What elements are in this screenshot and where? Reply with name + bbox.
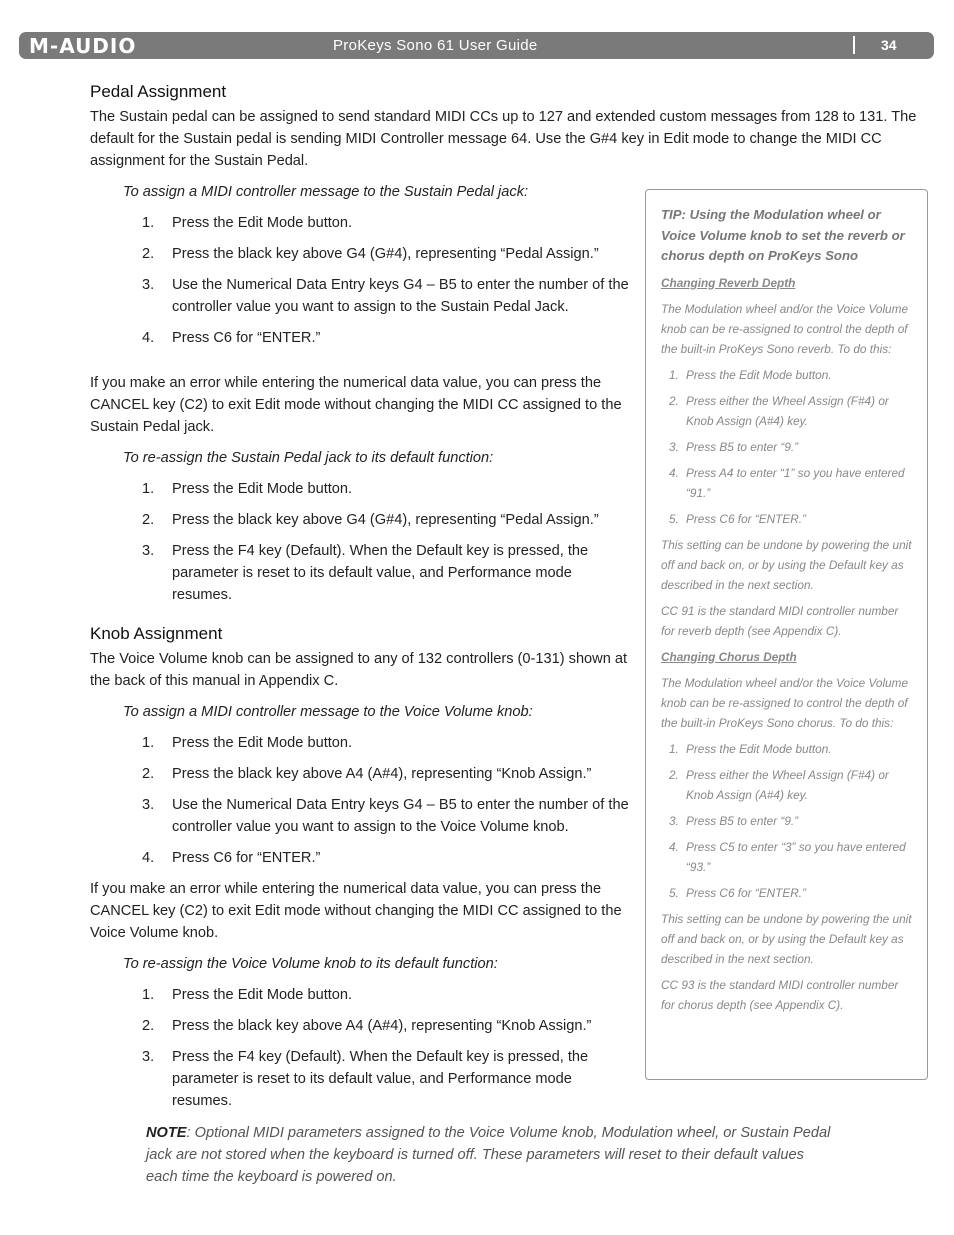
- reverb-steps: [661, 365, 912, 529]
- knob-intro-reset: To re-assign the Voice Volume knob to its default function:: [123, 956, 498, 972]
- chorus-heading: Changing Chorus Depth: [661, 649, 797, 664]
- chorus-steps: [661, 739, 912, 903]
- pedal-steps-column: [90, 172, 630, 615]
- list-item: 1. Press the Edit Mode button.: [669, 367, 832, 382]
- list-item: 4. Press C6 for “ENTER.”: [142, 850, 321, 866]
- reverb-cc: CC 91 is the standard MIDI controller number for reverb depth (see Appendix C).: [661, 603, 899, 638]
- list-item: 5. Press C6 for “ENTER.”: [669, 885, 806, 900]
- list-item: 1. Press the Edit Mode button.: [142, 735, 353, 751]
- reverb-intro: The Modulation wheel and/or the Voice Volume knob can be re-assigned to control the depth of the built-in ProKeys Sono reverb. To do this:: [661, 301, 909, 356]
- list-item: 2. Press the black key above G4 (G#4), representing “Pedal Assign.”: [142, 246, 599, 262]
- guide-title: ProKeys Sono 61 User Guide: [333, 37, 538, 54]
- note-label: NOTE: [146, 1125, 187, 1141]
- tip-sidebar: [645, 189, 928, 1080]
- list-item: 1. Press the Edit Mode button.: [142, 987, 353, 1003]
- pedal-reset-steps: [90, 478, 630, 606]
- list-item: 2. Press the black key above A4 (A#4), representing “Knob Assign.”: [142, 766, 592, 782]
- list-item: 5. Press C6 for “ENTER.”: [669, 511, 806, 526]
- pedal-assignment-section: [90, 82, 920, 172]
- note-paragraph: [146, 1122, 836, 1188]
- m-audio-logo: M-AUDIO: [29, 34, 137, 58]
- knob-assignment-heading: Knob Assignment: [90, 624, 223, 643]
- list-item: 1. Press the Edit Mode button.: [142, 481, 353, 497]
- list-item: 2. Press either the Wheel Assign (F#4) or Knob Assign (A#4) key.: [669, 767, 889, 802]
- knob-assign-steps: [90, 732, 630, 869]
- header-divider: [853, 36, 855, 54]
- list-item: 4. Press C5 to enter “3” so you have entered “93.”: [669, 839, 906, 874]
- pedal-assignment-heading: Pedal Assignment: [90, 82, 227, 101]
- page-number: 34: [881, 37, 897, 53]
- page-header: [19, 32, 934, 59]
- knob-intro-assign: To assign a MIDI controller message to the Voice Volume knob:: [123, 704, 533, 720]
- list-item: 4. Press C6 for “ENTER.”: [142, 330, 321, 346]
- pedal-assign-steps: [90, 212, 630, 349]
- chorus-intro: The Modulation wheel and/or the Voice Volume knob can be re-assigned to control the depth of the built-in ProKeys Sono chorus. To do this:: [661, 675, 909, 730]
- list-item: 3. Press the F4 key (Default). When the Default key is pressed, the parameter is reset to its default value, and Performance mode resumes.: [142, 543, 589, 603]
- pedal-intro-assign: To assign a MIDI controller message to the Sustain Pedal jack:: [123, 184, 529, 200]
- knob-assignment-body: The Voice Volume knob can be assigned to any of 132 controllers (0-131) shown at the back of this manual in Appendix C.: [90, 651, 628, 689]
- list-item: 3. Use the Numerical Data Entry keys G4 – B5 to enter the number of the controller value you want to assign to the Sustain Pedal Jack.: [142, 277, 629, 315]
- knob-error-paragraph: If you make an error while entering the numerical data value, you can press the CANCEL key (C2) to exit Edit mode without changing the MIDI CC assigned to the Voice Volume knob.: [90, 881, 622, 941]
- list-item: 2. Press the black key above G4 (G#4), representing “Pedal Assign.”: [142, 512, 599, 528]
- list-item: 3. Press B5 to enter “9.”: [669, 439, 799, 454]
- knob-assignment-section: [90, 624, 630, 1121]
- pedal-error-paragraph: If you make an error while entering the numerical data value, you can press the CANCEL key (C2) to exit Edit mode without changing the MIDI CC assigned to the Sustain Pedal jack.: [90, 375, 622, 435]
- list-item: 4. Press A4 to enter “1” so you have entered “91.”: [669, 465, 905, 500]
- pedal-intro-reset: To re-assign the Sustain Pedal jack to its default function:: [123, 450, 494, 466]
- chorus-cc: CC 93 is the standard MIDI controller number for chorus depth (see Appendix C).: [661, 977, 899, 1012]
- list-item: 1. Press the Edit Mode button.: [142, 215, 353, 231]
- list-item: 2. Press the black key above A4 (A#4), representing “Knob Assign.”: [142, 1018, 592, 1034]
- list-item: 3. Press the F4 key (Default). When the Default key is pressed, the parameter is reset to its default value, and Performance mode resumes.: [142, 1049, 589, 1109]
- pedal-assignment-body: The Sustain pedal can be assigned to send standard MIDI CCs up to 127 and extended custom messages from 128 to 131. The default for the Sustain pedal is sending MIDI Controller message 64. Use the G#4 key in Edit mode to change the MIDI CC assignment for the Sustain Pedal.: [90, 109, 917, 169]
- list-item: 1. Press the Edit Mode button.: [669, 741, 832, 756]
- reverb-heading: Changing Reverb Depth: [661, 275, 796, 290]
- list-item: 2. Press either the Wheel Assign (F#4) or Knob Assign (A#4) key.: [669, 393, 889, 428]
- list-item: 3. Press B5 to enter “9.”: [669, 813, 799, 828]
- knob-reset-steps: [90, 984, 630, 1112]
- reverb-undo: This setting can be undone by powering the unit off and back on, or by using the Default key as described in the next section.: [661, 537, 912, 592]
- list-item: 3. Use the Numerical Data Entry keys G4 – B5 to enter the number of the controller value you want to assign to the Voice Volume knob.: [142, 797, 629, 835]
- note-text: : Optional MIDI parameters assigned to the Voice Volume knob, Modulation wheel, or Sustain Pedal jack are not stored when the keyboard is turned off. These parameters will reset to their default values each time the keyboard is powered on.: [146, 1125, 831, 1185]
- tip-title: TIP: Using the Modulation wheel or Voice Volume knob to set the reverb or chorus depth on ProKeys Sono: [661, 207, 905, 263]
- chorus-undo: This setting can be undone by powering the unit off and back on, or by using the Default key as described in the next section.: [661, 911, 912, 966]
